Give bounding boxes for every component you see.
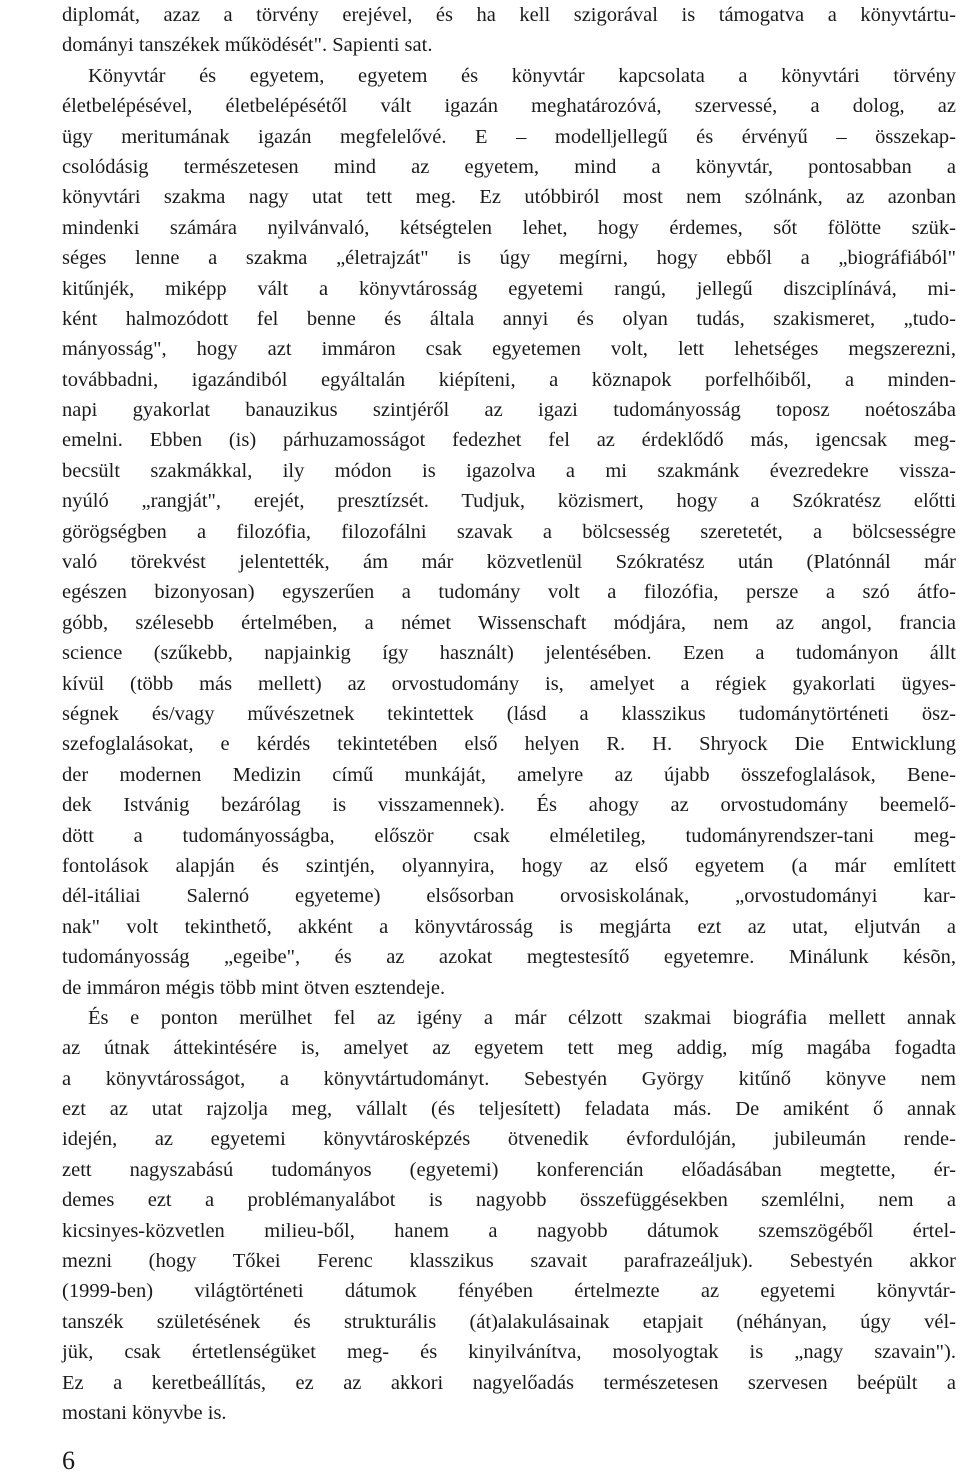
text-line: dek Istvánig bezárólag is visszamennek). És ahogy az orvostudomány beemelő- [62,794,956,817]
text-line: nak" volt tekinthető, akként a könyvtárosság is megjárta ezt az utat, eljutván a [62,915,956,938]
text-line: való törekvést jelentették, ám már közvetlenül Szókratész után (Platónnál már [62,551,956,574]
text-line: dött a tudományosságba, először csak elméletileg, tudományrendszer-tani meg- [62,824,956,847]
text-line: mostani könyvbe is. [62,1401,227,1424]
text-line: kitűnjék, miképp vált a könyvtárosság egyetemi rangú, jellegű diszciplínává, mi- [62,277,956,300]
text-line: az útnak áttekintésére is, amelyet az egyetem tett meg addig, míg magába fogadta [62,1037,956,1060]
text-line: csolódásig természetesen mind az egyetem, mind a könyvtár, pontosabban a [62,155,956,178]
text-line: mindenki számára nyilvánvaló, kétségtelen lehet, hogy érdemes, sőt fölötte szük- [62,216,956,239]
text-line: kívül (több más mellett) az orvostudomány is, amelyet a régiek gyakorlati ügyes- [62,672,956,695]
text-line: ügy meritumának igazán megfelelővé. E – modelljellegű és érvényű – összekap- [62,125,956,148]
text-line: emelni. Ebben (is) párhuzamosságot fedezhet fel az érdeklődő más, igencsak meg- [62,429,956,452]
text-line: dományi tanszékek működését". Sapienti sat. [62,34,433,57]
text-line: továbbadni, igazándiból egyáltalán kiépíteni, a köznapok porfelhőiből, a minden- [62,368,956,391]
text-line: de immáron mégis több mint ötven esztendeje. [62,976,446,999]
text-line: tudományosság „egeibe", és az azokat megtestesítő egyetemre. Minálunk késõn, [62,946,956,969]
text-line: idején, az egyetemi könyvtárosképzés ötvenedik évfordulóján, jubileumán rende- [62,1128,956,1151]
text-line: ezt az utat rajzolja meg, vállalt (és teljesített) feladata más. De amiként ő annak [62,1098,956,1121]
text-line: tanszék születésének és strukturális (át)alakulásainak etapjait (néhányan, úgy vél- [62,1310,956,1333]
document-page [62,0,956,1428]
text-line: science (szűkebb, napjainkig így használt) jelentésében. Ezen a tudományon állt [62,642,956,665]
text-line: ként halmozódott fel benne és általa annyi és olyan tudás, szakismeret, „tudo- [62,307,956,330]
text-line: (1999-ben) világtörténeti dátumok fényében értelmezte az egyetemi könyvtár- [62,1280,956,1303]
text-line: zett nagyszabású tudományos (egyetemi) konferencián előadásában megtette, ér- [62,1158,956,1181]
text-line: mányosság", hogy azt immáron csak egyetemen volt, lett lehetséges megszerezni, [62,338,956,361]
text-line: nyúló „rangját", erejét, presztízsét. Tudjuk, közismert, hogy a Szókratész előtti [62,490,956,513]
text-line: Ez a keretbeállítás, ez az akkori nagyelőadás természetesen szervesen beépült a [62,1371,956,1394]
text-line: fontolások alapján és szintjén, olyannyira, hogy az első egyetem (a már említett [62,854,956,877]
text-line: Könyvtár és egyetem, egyetem és könyvtár kapcsolata a könyvtári törvény [88,64,956,87]
text-line: szefoglalásokat, e kérdés tekintetében első helyen R. H. Shryock Die Entwicklung [62,733,956,756]
text-line: görögségben a filozófia, filozofálni szavak a bölcsesség szeretetét, a bölcsességre [62,520,956,543]
text-line: dél-itáliai Salernó egyeteme) elsősorban orvosiskolának, „orvostudományi kar- [62,885,956,908]
text-line: der modernen Medizin című munkáját, amelyre az újabb összefoglalások, Bene- [62,763,956,786]
text-line: könyvtári szakma nagy utat tett meg. Ez utóbbiról most nem szólnánk, az azonban [62,186,956,209]
text-line: egészen bizonyosan) egyszerűen a tudomány volt a filozófia, persze a szó átfo- [62,581,956,604]
text-line: séges lenne a szakma „életrajzát" is úgy megírni, hogy ebből a „biográfiából" [62,247,956,270]
text-line: életbelépésével, életbelépésétől vált igazán meghatározóvá, szervessé, a dolog, az [62,95,956,118]
text-line: jük, csak értetlenségüket meg- és kinyilvánítva, mosolyogtak is „nagy szavain"). [62,1341,956,1364]
page-number: 6 [62,1446,75,1475]
text-line: És e ponton merülhet fel az igény a már célzott szakmai biográfia mellett annak [88,1006,956,1029]
text-line: ségnek és/vagy művészetnek tekintettek (lásd a klasszikus tudománytörténeti ösz- [62,702,956,725]
text-line: napi gyakorlat banauzikus szintjéről az igazi tudományosság toposz noétoszába [62,399,956,422]
text-line: demes ezt a problémanyalábot is nagyobb összefüggésekben szemlélni, nem a [62,1189,956,1212]
text-line: mezni (hogy Tőkei Ferenc klasszikus szavait parafrazeáljuk). Sebestyén akkor [62,1250,956,1273]
text-line: diplomát, azaz a törvény erejével, és ha kell szigorával is támogatva a könyvtártu- [62,4,956,26]
text-line: góbb, szélesebb értelmében, a német Wissenschaft módjára, nem az angol, francia [62,611,956,634]
text-line: a könyvtárosságot, a könyvtártudományt. Sebestyén György kitűnő könyve nem [62,1067,956,1090]
text-line: kicsinyes-közvetlen milieu-ből, hanem a nagyobb dátumok szemszögéből értel- [62,1219,956,1242]
text-line: becsült szakmákkal, ily módon is igazolva a mi szakmánk évezredekre vissza- [62,459,956,482]
